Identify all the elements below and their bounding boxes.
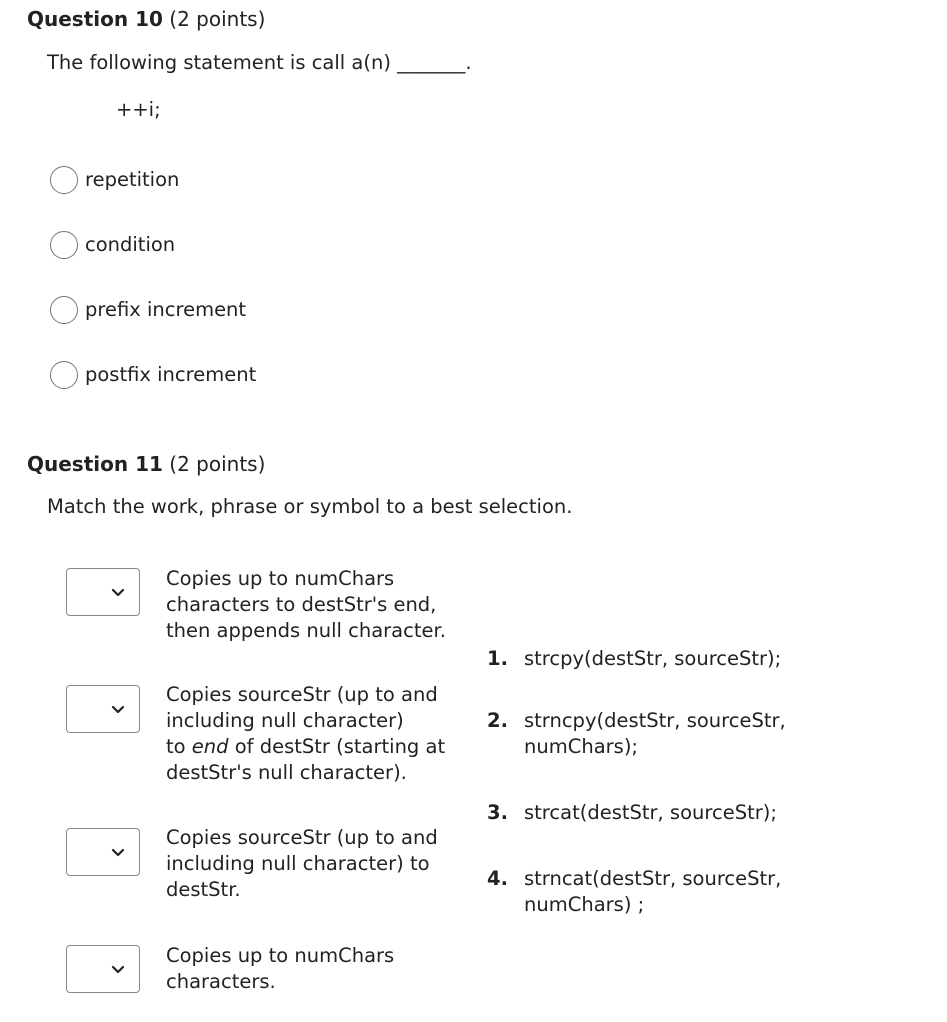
question-points: (2 points) xyxy=(169,7,266,31)
answer-text: strcat(destStr, sourceStr); xyxy=(524,801,777,824)
answer-text: strncpy(destStr, sourceStr, xyxy=(524,709,786,732)
match-description-2 xyxy=(166,682,466,786)
option-label: repetition xyxy=(85,168,180,191)
description-line: Copies up to numChars xyxy=(166,567,395,590)
radio-button[interactable] xyxy=(50,361,78,389)
chevron-down-icon xyxy=(108,843,128,863)
description-line: Copies sourceStr (up to and xyxy=(166,826,438,849)
radio-button[interactable] xyxy=(50,166,78,194)
answer-item-1 xyxy=(487,646,824,672)
description-line xyxy=(166,734,466,760)
code-statement: ++i; xyxy=(116,98,161,121)
match-select-4[interactable] xyxy=(66,945,140,993)
chevron-down-icon xyxy=(108,583,128,603)
match-description-4 xyxy=(166,943,466,995)
option-label: condition xyxy=(85,233,176,256)
question-title: Question 11 xyxy=(27,452,163,476)
answer-item-2 xyxy=(487,708,824,760)
option-prefix-increment[interactable] xyxy=(50,296,246,324)
description-line: Copies up to numChars xyxy=(166,944,395,967)
description-line: then appends null character. xyxy=(166,619,446,642)
description-text: to xyxy=(166,735,192,758)
answer-number: 4. xyxy=(487,867,508,890)
match-description-1 xyxy=(166,566,466,644)
answer-number: 1. xyxy=(487,647,508,670)
description-line: characters to destStr's end, xyxy=(166,593,437,616)
question-10-header xyxy=(27,7,265,31)
description-line: Copies sourceStr (up to and xyxy=(166,683,438,706)
option-repetition[interactable] xyxy=(50,166,179,194)
radio-button[interactable] xyxy=(50,296,78,324)
match-select-1[interactable] xyxy=(66,568,140,616)
answer-item-4 xyxy=(487,866,824,918)
answer-number: 2. xyxy=(487,709,508,732)
description-line: characters. xyxy=(166,970,276,993)
option-label: prefix increment xyxy=(85,298,247,321)
description-emphasis: end xyxy=(191,735,229,758)
description-line: including null character) xyxy=(166,709,404,732)
description-line: destStr. xyxy=(166,878,241,901)
option-postfix-increment[interactable] xyxy=(50,361,256,389)
question-11-header xyxy=(27,452,265,476)
match-select-3[interactable] xyxy=(66,828,140,876)
question-prompt: The following statement is call a(n) _______. xyxy=(47,51,472,74)
answer-text: numChars); xyxy=(524,735,638,758)
question-title: Question 10 xyxy=(27,7,163,31)
match-description-3 xyxy=(166,825,466,903)
chevron-down-icon xyxy=(108,700,128,720)
answer-text: numChars) ; xyxy=(524,893,645,916)
chevron-down-icon xyxy=(108,960,128,980)
description-text: of destStr (starting at xyxy=(228,735,446,758)
answer-text: strncat(destStr, sourceStr, xyxy=(524,867,782,890)
option-condition[interactable] xyxy=(50,231,175,259)
option-label: postfix increment xyxy=(85,363,257,386)
description-line: destStr's null character). xyxy=(166,761,407,784)
description-line: including null character) to xyxy=(166,852,430,875)
answer-item-3 xyxy=(487,800,824,826)
match-select-2[interactable] xyxy=(66,685,140,733)
question-points: (2 points) xyxy=(169,452,266,476)
answer-number: 3. xyxy=(487,801,508,824)
question-prompt: Match the work, phrase or symbol to a best selection. xyxy=(47,495,573,518)
radio-button[interactable] xyxy=(50,231,78,259)
answer-text: strcpy(destStr, sourceStr); xyxy=(524,647,782,670)
